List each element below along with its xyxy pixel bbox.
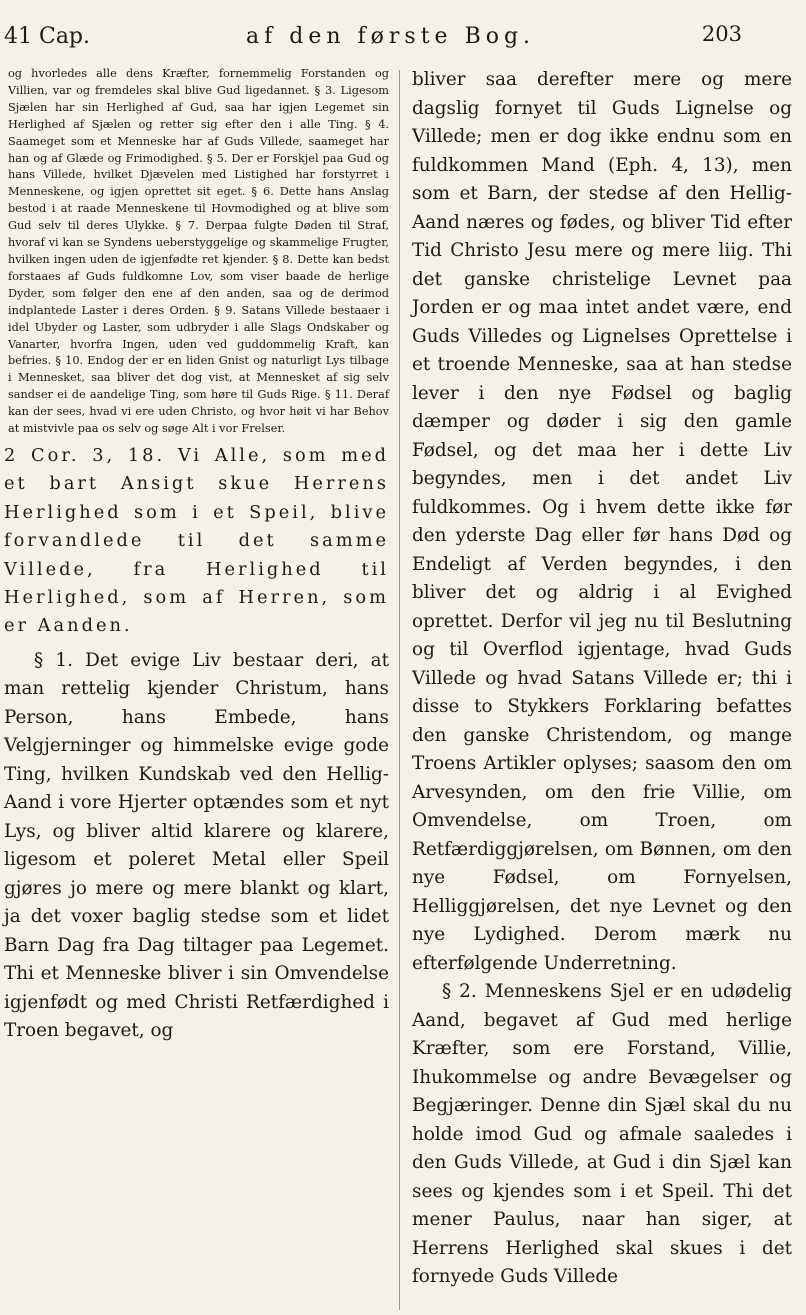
- page-header: [0, 18, 806, 58]
- scripture-quote: 2 Cor. 3, 18. Vi Alle, som med et bart Ansigt skue Herrens Herlighed som i et Speil, blive forvandlede til det samme Villede, fra Herlighed til Herlighed, som af Herren, som er Aanden.: [4, 444, 389, 637]
- chapter-summary: og hvorledes alle dens Kræfter, fornemmelig Forstanden og Villien, var og fremdeles skal blive Gud ligedannet. § 3. Ligesom Sjælen har sin Herlighed af Gud, saa har igjen Legemet sin Herlighed af Sjælen og retter sig efter den i alle Ting. § 4. Saameget som et Menneske har af Guds Villede, saameget har han og af Glæde og Frimodighed. § 5. Der er Forskjel paa Gud og hans Villede, hvilket Djævelen med Listighed har forstyrret i Menneskene, og igjen oprettet sit eget. § 6. Dette hans Anslag bestod i at raade Menneskene til Hovmodighed og at blive som Gud selv til deres Ulykke. § 7. Derpaa fulgte Døden til Straf, hvoraf vi kan se Syndens ueberstyggelige og skammelige Frugter, hvilken ingen uden de igjenfødte ret kjender. § 8. Dette kan bedst forstaaes af Guds fuldkomne Lov, som viser baade de herlige Dyder, som følger den ene af den anden, saa og de derimod indplantede Laster i deres Orden. § 9. Satans Villede bestaaer i idel Ubyder og Laster, som udbryder i alle Slags Ondskaber og Vanarter, hvorfra Ingen, uden ved guddommelig Kraft, kan befries. § 10. Endog der er en liden Gnist og naturligt Lys tilbage i Mennesket, saa bliver det dog vist, at Mennesket af sig selv sandser ei de aandelige Ting, som høre til Guds Rige. § 11. Deraf kan der sees, hvad vi ere uden Christo, og hvor høit vi har Behov at mistvivle paa os selv og søge Alt i vor Frelser.: [8, 67, 389, 436]
- paragraph-1-continued: bliver saa derefter mere og mere dagslig fornyet til Guds Lignelse og Villede; men er dog ikke endnu som en fuldkommen Mand (Eph. 4, 13), men som et Barn, der stedse af den Hellig-Aand næres og fødes, og bliver Tid efter Tid Christo Jesu mere og mere liig. Thi det ganske christelige Levnet paa Jorden er og maa intet andet være, end Guds Villedes og Lignelses Oprettelse i et troende Menneske, saa at han stedse lever i den nye Fødsel og baglig dæmper og døder i sig den gamle Fødsel, og det maa her i dette Liv begyndes, men i det andet Liv fuldkommes. Og i hvem dette ikke før den yderste Dag eller før hans Død og Endeligt af Verden begyndes, i den bliver det og aldrig i al Evighed oprettet. Derfor vil jeg nu til Beslutning og til Overflod igjentage, hvad Guds Villede og hvad Satans Villede er; thi i disse to Stykkers Forklaring befattes den ganske Christendom, og mange Troens Artikler oplyses; saasom den om Arvesynden, om den frie Villie, om Omvendelse, om Troen, om Retfærdiggjørelsen, om Bønnen, om den nye Fødsel, om Fornyelsen, Helliggjørelsen, det nye Levnet og den nye Lydighed. Derom mærk nu efterfølgende Underretning.: [412, 69, 792, 974]
- left-column: [4, 66, 389, 1046]
- paragraph-1: § 1. Det evige Liv bestaar deri, at man rettelig kjender Christum, hans Person, hans Embede, hans Velgjerninger og himmelske evige gode Ting, hvilken Kundskab ved den Hellig-Aand i vore Hjerter optændes som et nyt Lys, og bliver altid klarere og klarere, ligesom et poleret Metal eller Speil gjøres jo mere og mere blankt og klart, ja det voxer baglig stedse som et lidet Barn Dag fra Dag tiltager paa Legemet. Thi et Menneske bliver i sin Omvendelse igjenfødt og med Christi Retfærdighed i Troen begavet, og: [4, 649, 389, 1042]
- right-column: [412, 66, 792, 1292]
- running-title: af den første Bog.: [246, 24, 536, 49]
- column-divider: [399, 70, 400, 1310]
- page-number: 203: [701, 22, 742, 46]
- paragraph-2: § 2. Menneskens Sjel er en udødelig Aand, begavet af Gud med herlige Kræfter, som ere Forstand, Villie, Ihukommelse og andre Bevægelser og Begjæringer. Denne din Sjæl skal du nu holde imod Gud og afmale saaledes i den Guds Villede, at Gud i din Sjæl kan sees og kjendes som i et Speil. Thi det mener Paulus, naar han siger, at Herrens Herlighed skal skues i det fornyede Guds Villede: [412, 981, 792, 1287]
- chapter-label: 41 Cap.: [4, 24, 91, 49]
